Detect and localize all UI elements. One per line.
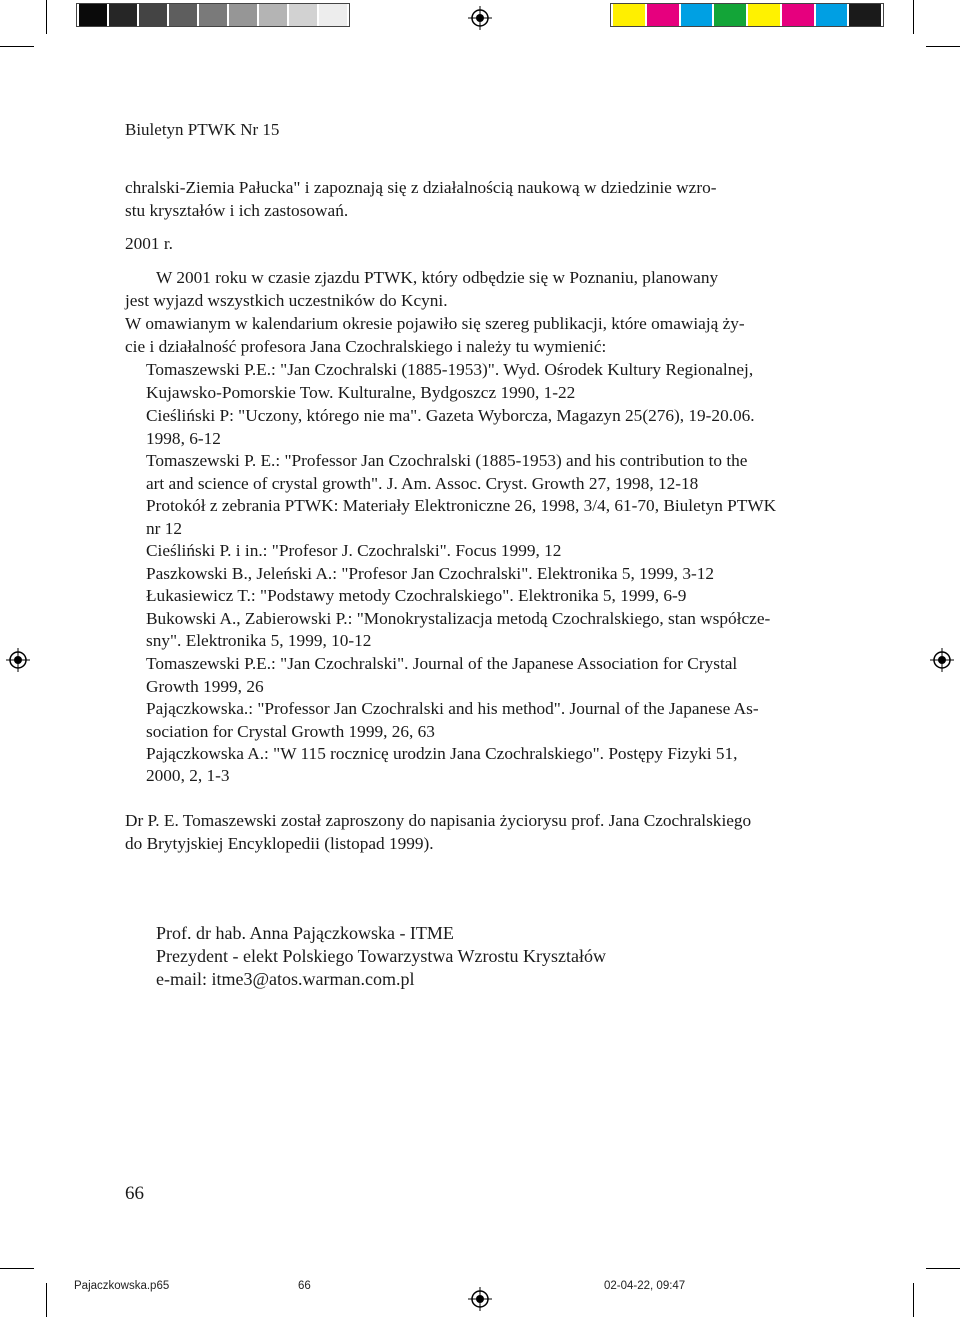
reference-line: sny". Elektronika 5, 1999, 10-12: [146, 631, 372, 650]
gray-swatch: [259, 4, 287, 26]
gray-swatch: [109, 4, 137, 26]
color-swatch: [816, 4, 848, 26]
registration-mark-right-icon: [930, 648, 954, 672]
body-line: chralski-Ziemia Pałucka" i zapoznają się z działalnością naukową w dziedzinie wzro-: [125, 178, 717, 197]
reference-line: nr 12: [146, 519, 182, 538]
color-swatch: [748, 4, 780, 26]
color-swatch: [681, 4, 713, 26]
reference-line: Cieśliński P: "Uczony, którego nie ma". Gazeta Wyborcza, Magazyn 25(276), 19-20.06.: [146, 406, 755, 425]
reference-line: Growth 1999, 26: [146, 677, 264, 696]
reference-line: Protokół z zebrania PTWK: Materiały Elektroniczne 26, 1998, 3/4, 61-70, Biuletyn PTWK: [146, 496, 777, 515]
gray-swatch: [79, 4, 107, 26]
running-header: Biuletyn PTWK Nr 15: [125, 120, 280, 139]
footer-page: 66: [298, 1280, 311, 1292]
color-swatch: [647, 4, 679, 26]
body-line: cie i działalność profesora Jana Czochralskiego i należy tu wymienić:: [125, 337, 607, 356]
body-line: do Brytyjskiej Encyklopedii (listopad 1999).: [125, 834, 434, 853]
gray-swatch: [319, 4, 347, 26]
signature-name: Prof. dr hab. Anna Pajączkowska - ITME: [156, 923, 454, 943]
registration-mark-top-icon: [468, 6, 492, 30]
footer-timestamp: 02-04-22, 09:47: [604, 1280, 686, 1292]
body-line: stu kryształów i ich zastosowań.: [125, 201, 349, 220]
footer-filename: Pajaczkowska.p65: [74, 1280, 170, 1292]
body-line: jest wyjazd wszystkich uczestników do Kcyni.: [125, 291, 448, 310]
section-year: 2001 r.: [125, 234, 174, 253]
signature-email: e-mail: itme3@atos.warman.com.pl: [156, 969, 415, 989]
color-swatch: [782, 4, 814, 26]
color-swatch: [849, 4, 881, 26]
reference-line: Łukasiewicz T.: "Podstawy metody Czochralskiego". Elektronika 5, 1999, 6-9: [146, 586, 687, 605]
reference-line: Tomaszewski P. E.: "Professor Jan Czochralski (1885-1953) and his contribution to the: [146, 451, 748, 470]
color-swatch: [714, 4, 746, 26]
reference-line: Pajączkowska A.: "W 115 rocznicę urodzin Jana Czochralskiego". Postępy Fizyki 51,: [146, 744, 738, 763]
reference-line: Pajączkowska.: "Professor Jan Czochralski and his method". Journal of the Japanese As-: [146, 699, 759, 718]
color-swatch: [613, 4, 645, 26]
gray-swatch: [289, 4, 317, 26]
gray-swatch: [139, 4, 167, 26]
reference-line: Tomaszewski P.E.: "Jan Czochralski (1885-1953)". Wyd. Ośrodek Kultury Regionalnej,: [146, 360, 754, 379]
reference-line: Paszkowski B., Jeleński A.: "Profesor Jan Czochralski". Elektronika 5, 1999, 3-12: [146, 564, 714, 583]
body-line: W 2001 roku w czasie zjazdu PTWK, który odbędzie się w Poznaniu, planowany: [156, 268, 719, 287]
gray-swatch: [169, 4, 197, 26]
reference-line: Cieśliński P. i in.: "Profesor J. Czochralski". Focus 1999, 12: [146, 541, 562, 560]
page-number: 66: [125, 1183, 144, 1204]
reference-line: 1998, 6-12: [146, 429, 221, 448]
reference-line: sociation for Crystal Growth 1999, 26, 63: [146, 722, 435, 741]
gray-swatch: [229, 4, 257, 26]
reference-line: Tomaszewski P.E.: "Jan Czochralski". Journal of the Japanese Association for Crystal: [146, 654, 738, 673]
registration-mark-left-icon: [6, 648, 30, 672]
gray-swatch: [199, 4, 227, 26]
signature-title: Prezydent - elekt Polskiego Towarzystwa Wzrostu Kryształów: [156, 946, 606, 966]
reference-line: 2000, 2, 1-3: [146, 766, 230, 785]
body-line: Dr P. E. Tomaszewski został zaproszony do napisania życiorysu prof. Jana Czochralskiego: [125, 811, 752, 830]
reference-line: Kujawsko-Pomorskie Tow. Kulturalne, Bydgoszcz 1990, 1-22: [146, 383, 576, 402]
reference-line: Bukowski A., Zabierowski P.: "Monokrystalizacja metodą Czochralskiego, stan współcze-: [146, 609, 771, 628]
reference-line: art and science of crystal growth". J. Am. Assoc. Cryst. Growth 27, 1998, 12-18: [146, 474, 699, 493]
body-line: W omawianym w kalendarium okresie pojawiło się szereg publikacji, które omawiają ży-: [125, 314, 745, 333]
registration-mark-bottom-icon: [468, 1287, 492, 1311]
